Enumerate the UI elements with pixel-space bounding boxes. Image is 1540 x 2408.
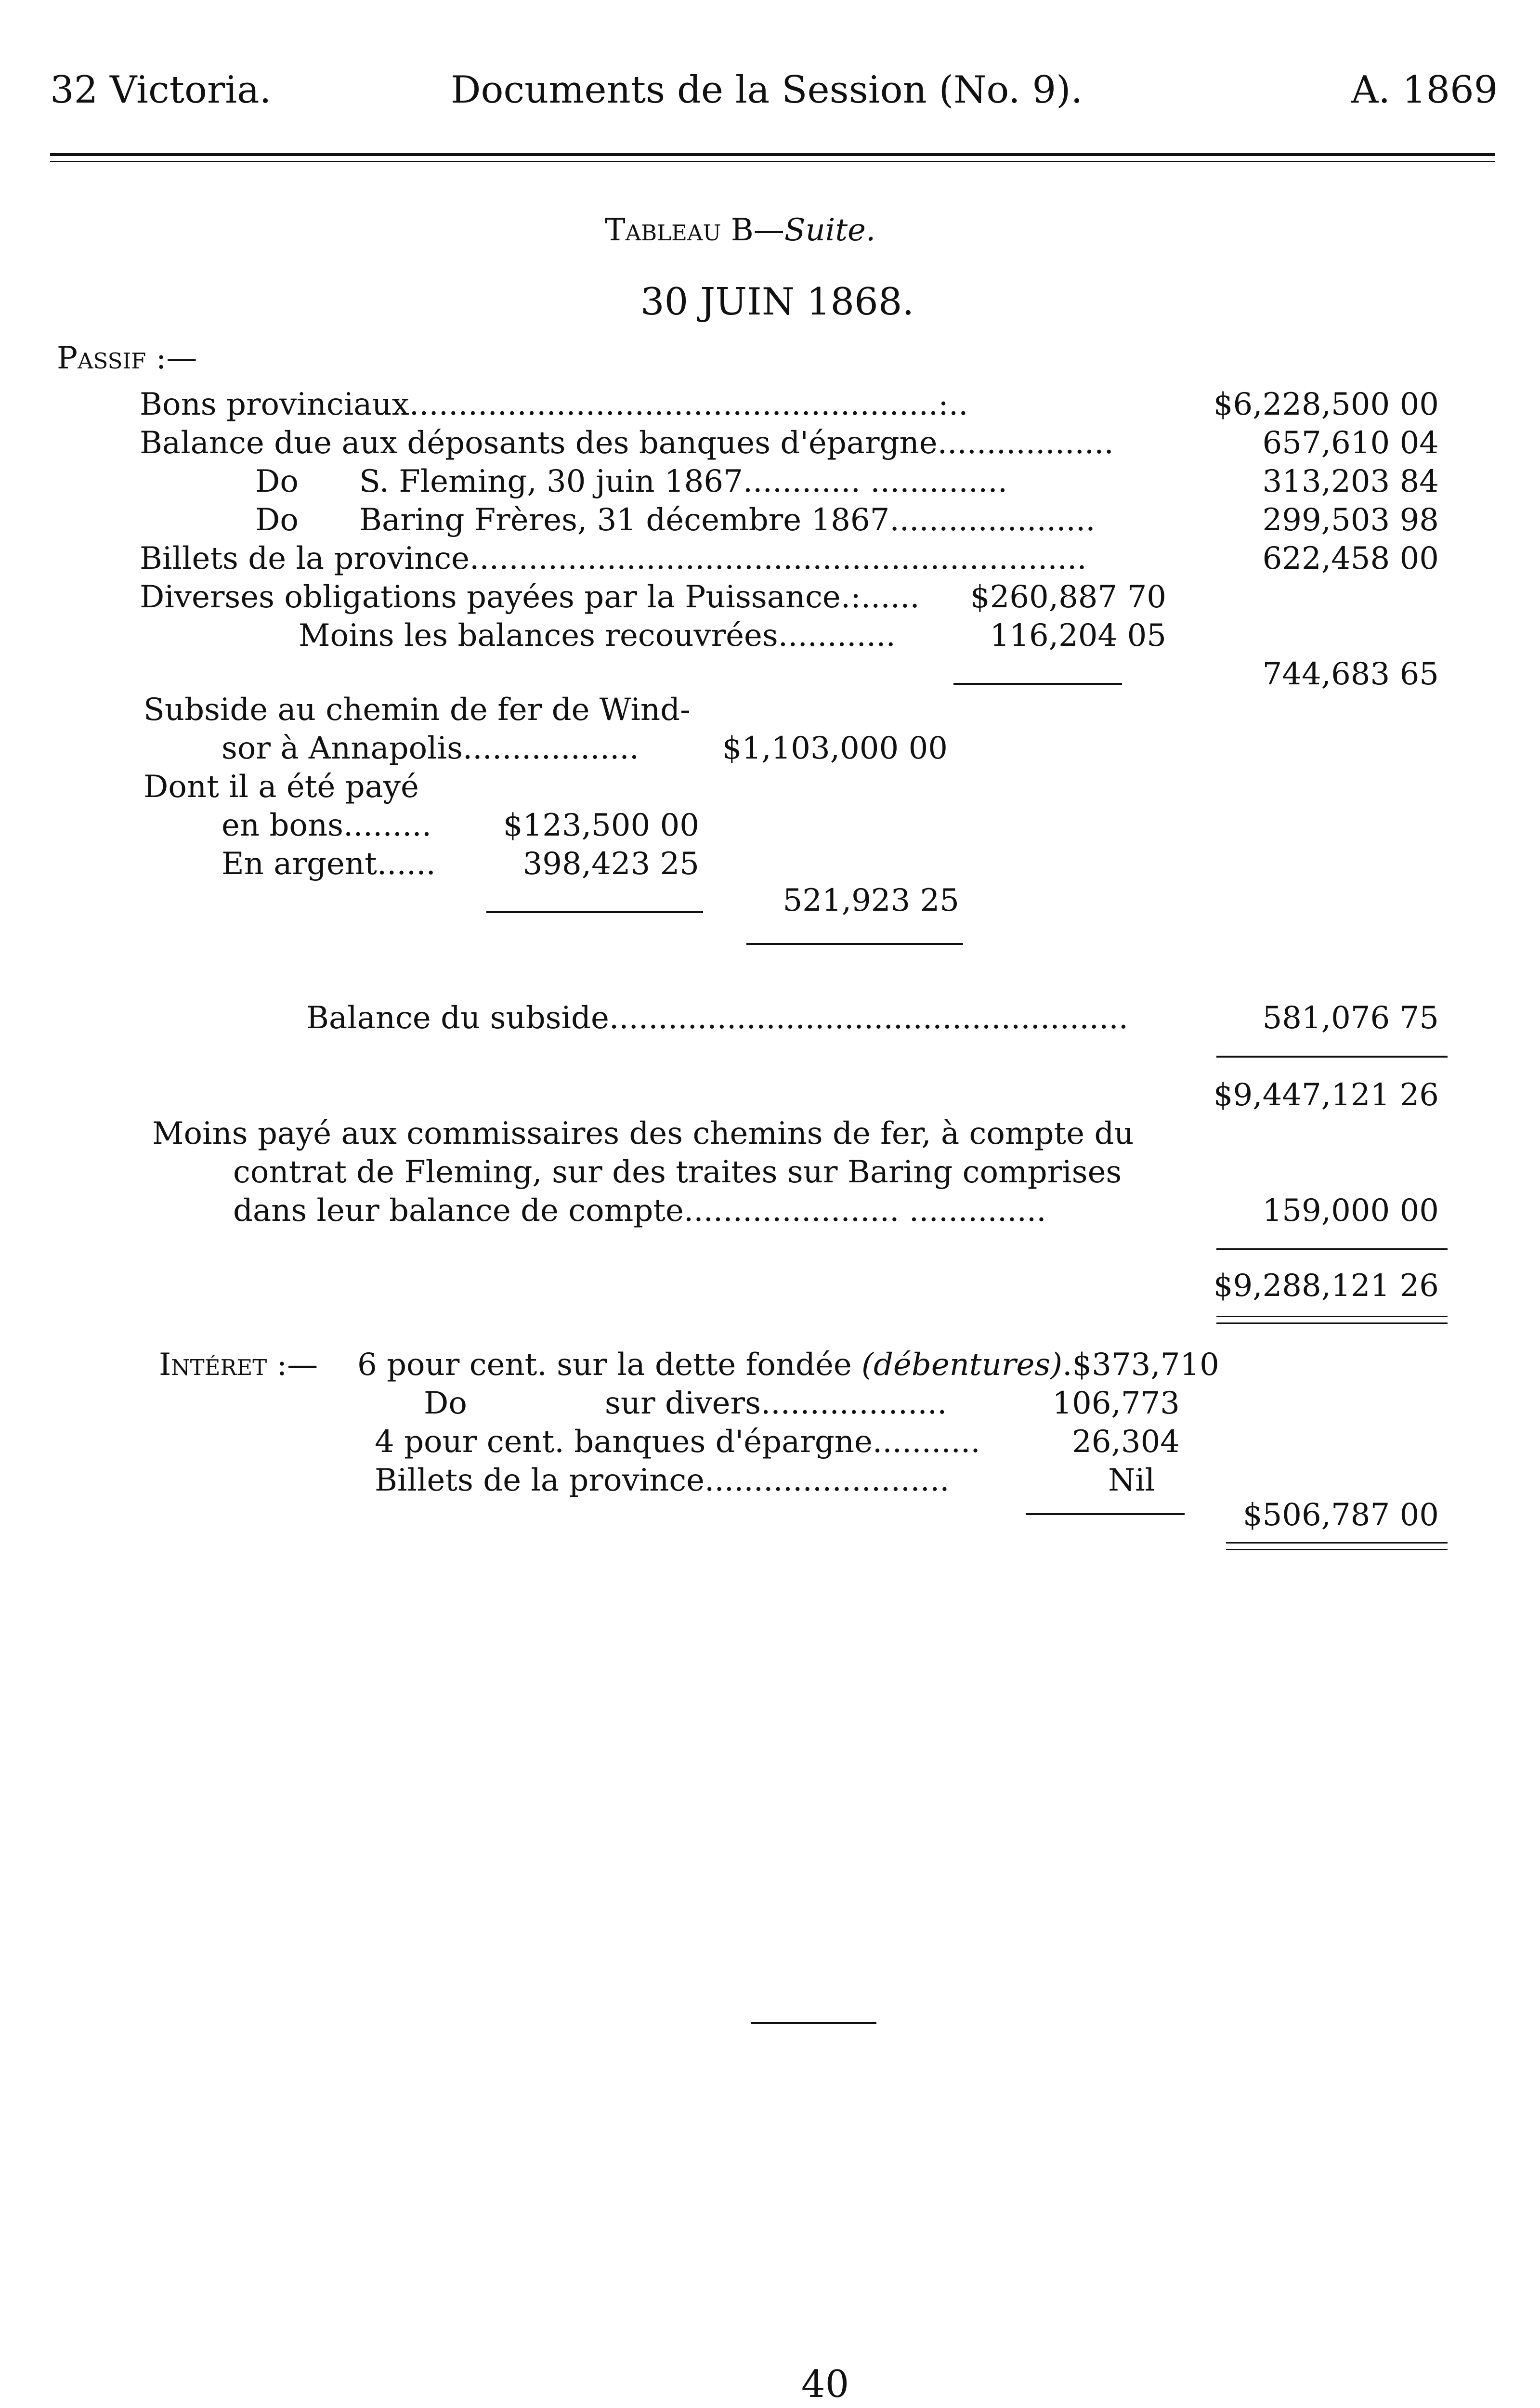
header-rule-thick xyxy=(50,153,1495,156)
interet-line1: 6 pour cent. sur la dette fondée (débentures).$373,710 xyxy=(357,1347,1219,1383)
row-balance-subside: Balance du subside..................................................... xyxy=(306,1000,1129,1036)
subside-bons: en bons......... xyxy=(222,808,432,843)
value-interet-total: $506,787 00 xyxy=(1242,1497,1439,1533)
header-right: A. 1869 xyxy=(1351,68,1498,112)
subside-paid-total: 521,923 25 xyxy=(783,883,959,918)
do-fleming: Do xyxy=(255,464,299,499)
do-baring: Do xyxy=(255,502,299,538)
table-title: Tableau B—Suite. xyxy=(605,212,876,248)
rule-subtotal xyxy=(1216,1056,1448,1058)
subside-bons-amount: $123,500 00 xyxy=(503,808,699,843)
row-baring: Baring Frères, 31 décembre 1867..................... xyxy=(359,502,1096,538)
rule-total-double-2 xyxy=(1216,1322,1448,1324)
value-moins-paye: 159,000 00 xyxy=(1262,1193,1439,1229)
rule-subside-total xyxy=(746,943,963,945)
value-billets: 622,458 00 xyxy=(1262,541,1439,576)
interet-do: Do xyxy=(424,1386,467,1421)
value-balance-subside: 581,076 75 xyxy=(1262,1000,1439,1036)
rule-diverses xyxy=(953,683,1122,685)
value-diverses-total: 744,683 65 xyxy=(1262,656,1439,692)
row-bons: Bons provinciaux......................................................:.. xyxy=(140,387,968,422)
subside-dont: Dont il a été payé xyxy=(144,769,419,805)
value-total: $9,288,121 26 xyxy=(1213,1268,1439,1304)
rule-subside-paid xyxy=(486,911,703,913)
value-bons: $6,228,500 00 xyxy=(1213,387,1439,422)
subside-line1: Subside au chemin de fer de Wind- xyxy=(144,692,691,728)
amount-moins-balances: 116,204 05 xyxy=(990,618,1166,654)
subside-amount: $1,103,000 00 xyxy=(722,731,948,766)
page-number: 40 xyxy=(801,2363,849,2406)
row-balance-deposants: Balance due aux déposants des banques d'épargne.................. xyxy=(140,425,1114,461)
rule-interet-double-1 xyxy=(1226,1542,1448,1544)
row-billets: Billets de la province............................................................... xyxy=(140,541,1087,576)
passif-label: Passif :— xyxy=(57,340,197,376)
row-fleming: S. Fleming, 30 juin 1867............ .............. xyxy=(359,464,1008,499)
subside-argent: En argent...... xyxy=(222,846,436,882)
date-heading: 30 JUIN 1868. xyxy=(640,280,914,324)
row-moins-balances: Moins les balances recouvrées............ xyxy=(299,618,896,654)
rule-total-double-1 xyxy=(1216,1316,1448,1317)
interet-line3-amount: 26,304 xyxy=(1072,1424,1180,1460)
interet-line4: Billets de la province......................... xyxy=(375,1463,950,1498)
row-diverses: Diverses obligations payées par la Puissance.:...... xyxy=(140,579,920,615)
moins-paye-line1: Moins payé aux commissaires des chemins de fer, à compte du xyxy=(152,1116,1134,1152)
interet-line3: 4 pour cent. banques d'épargne........... xyxy=(375,1424,980,1460)
moins-paye-line2: contrat de Fleming, sur des traites sur Baring comprises xyxy=(233,1154,1122,1190)
value-baring: 299,503 98 xyxy=(1262,502,1439,538)
header-left: 32 Victoria. xyxy=(50,68,272,112)
amount-diverses: $260,887 70 xyxy=(970,579,1166,615)
header-center: Documents de la Session (No. 9). xyxy=(451,68,1083,112)
header-rule-thin xyxy=(50,161,1495,162)
subside-line2: sor à Annapolis.................. xyxy=(222,731,639,766)
value-fleming: 313,203 84 xyxy=(1262,464,1439,499)
rule-total xyxy=(1216,1248,1448,1250)
interet-line4-amount: Nil xyxy=(1108,1463,1155,1498)
rule-interet-double-2 xyxy=(1226,1549,1448,1550)
value-subtotal: $9,447,121 26 xyxy=(1213,1077,1439,1113)
interet-line2-amount: 106,773 xyxy=(1052,1386,1180,1421)
rule-interet xyxy=(1026,1513,1185,1515)
interet-label: Intéret :— xyxy=(159,1347,318,1383)
subside-argent-amount: 398,423 25 xyxy=(522,846,699,882)
moins-paye-line3: dans leur balance de compte...................... .............. xyxy=(233,1193,1046,1229)
interet-line2: sur divers................... xyxy=(605,1386,947,1421)
ornament-rule xyxy=(751,2022,876,2024)
value-balance-deposants: 657,610 04 xyxy=(1262,425,1439,461)
